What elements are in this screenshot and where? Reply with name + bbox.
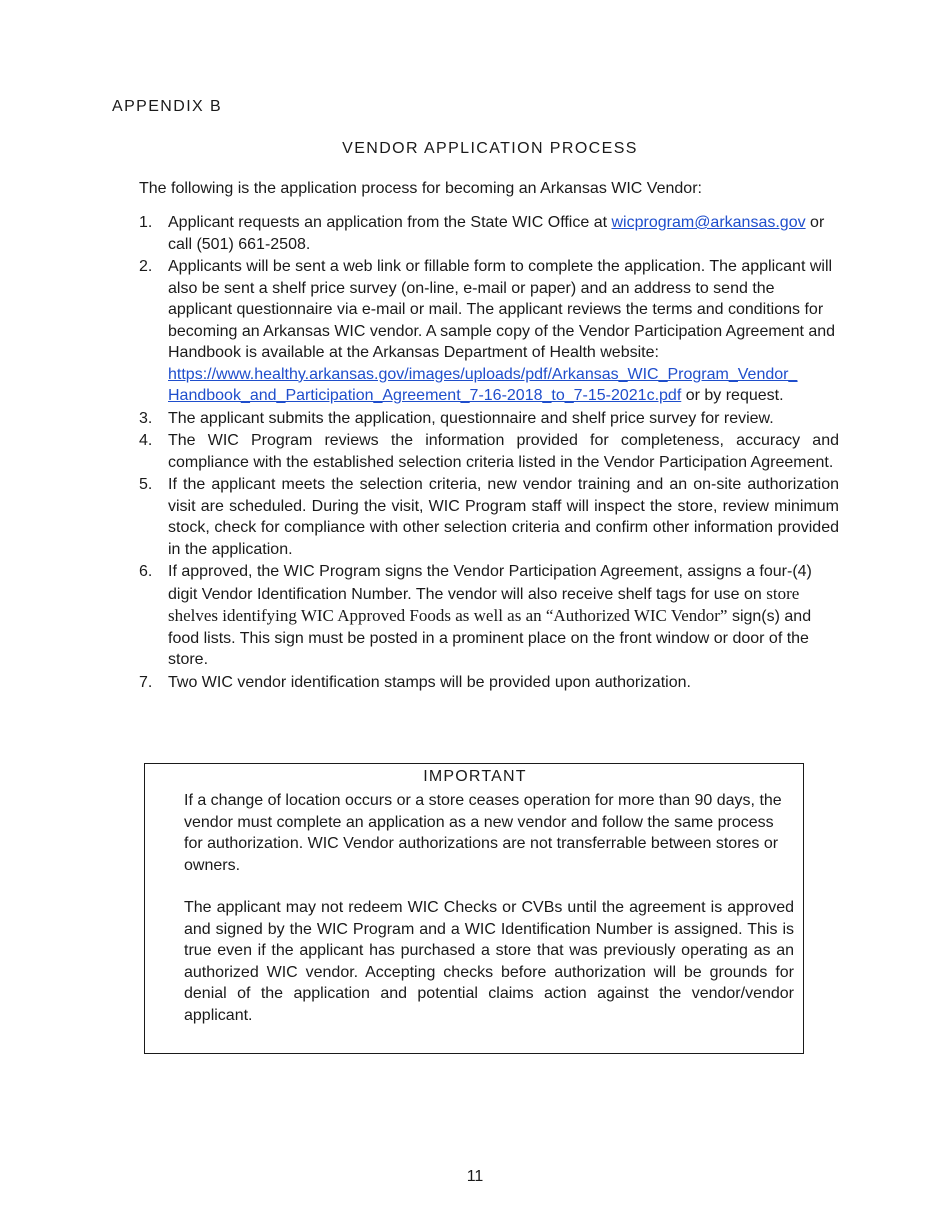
important-title: IMPORTANT bbox=[423, 768, 527, 785]
url-line-1: https://www.healthy.arkansas.gov/images/uploads/pdf/Arkansas_WIC_Program_Vendor_ bbox=[168, 365, 798, 383]
step-number: 6. bbox=[139, 563, 153, 580]
important-box bbox=[144, 763, 804, 1054]
step-number: 7. bbox=[139, 673, 153, 691]
step-text: Two WIC vendor identification stamps will be provided upon authorization. bbox=[168, 673, 691, 691]
step-number: 1. bbox=[139, 214, 153, 231]
list-item bbox=[139, 672, 839, 694]
step-text: Applicant requests an application from the State WIC Office at bbox=[168, 214, 608, 231]
step-number: 4. bbox=[139, 432, 153, 449]
step-text: or call (501) 661-2508. bbox=[168, 214, 825, 253]
list-item bbox=[139, 212, 839, 255]
email-link[interactable]: wicprogram@arkansas.gov bbox=[611, 214, 806, 231]
list-item bbox=[139, 561, 839, 671]
step-text: If the applicant meets the selection criteria, new vendor training and an on-site authorization visit are scheduled. During the visit, WIC Program staff will inspect the store, review minimum stock, check for compliance with other selection criteria and confirm other information provided in the application. bbox=[168, 476, 839, 558]
url-line-2: Handbook_and_Participation_Agreement_7-16-2018_to_7-15-2021c.pdf bbox=[168, 387, 682, 404]
list-item bbox=[139, 256, 839, 407]
important-paragraph-2: The applicant may not redeem WIC Checks or CVBs until the agreement is approved and signed by the WIC Program and a WIC Identification Number is assigned. This is true even if the applicant has purchased a store that was previously operating as an authorized WIC vendor. Accepting checks before authorization will be grounds for denial of the application and potential claims action against the vendor/vendor applicant. bbox=[184, 899, 794, 1024]
list-item bbox=[139, 430, 839, 473]
intro-text: The following is the application process for becoming an Arkansas WIC Vendor: bbox=[139, 180, 702, 197]
important-paragraph-1: If a change of location occurs or a store ceases operation for more than 90 days, the vendor must complete an application as a new vendor and follow the same process for authorization. WIC Vendor authorizations are not transferrable between stores or owners. bbox=[184, 792, 782, 874]
step-text: Applicants will be sent a web link or fillable form to complete the application. The applicant will also be sent a shelf price survey (on-line, e-mail or paper) and an address to send the applicant questionnaire via e-mail or mail. The applicant reviews the terms and conditions for becoming an Arkansas WIC vendor. A sample copy of the Vendor Participation Agreement and Handbook is available at the Arkansas Department of Health website: bbox=[168, 258, 836, 361]
step-text: The WIC Program reviews the information provided for completeness, accuracy and compliance with the established selection criteria listed in the Vendor Participation Agreement. bbox=[168, 432, 839, 471]
step-number: 3. bbox=[139, 409, 153, 427]
step-text: sign(s) and food lists. This sign must be posted in a prominent place on the front window or door of the store. bbox=[168, 608, 812, 668]
appendix-label: APPENDIX B bbox=[112, 98, 223, 115]
list-item bbox=[139, 408, 839, 430]
step-number: 5. bbox=[139, 476, 153, 493]
step-text: or by request. bbox=[681, 387, 784, 404]
step-text: The applicant submits the application, questionnaire and shelf price survey for review. bbox=[168, 409, 774, 427]
step-text: If approved, the WIC Program signs the Vendor Participation Agreement, assigns a four-(4) digit Vendor Identification Number. The vendor will also receive shelf tags for use on bbox=[168, 563, 812, 603]
list-item bbox=[139, 474, 839, 560]
page-number: 11 bbox=[466, 1168, 484, 1185]
step-number: 2. bbox=[139, 258, 153, 275]
page-title: VENDOR APPLICATION PROCESS bbox=[342, 140, 638, 157]
step-text-serif: store shelves identifying WIC Approved Foods as well as an “Authorized WIC Vendor” bbox=[168, 583, 800, 625]
steps-list bbox=[139, 212, 839, 694]
